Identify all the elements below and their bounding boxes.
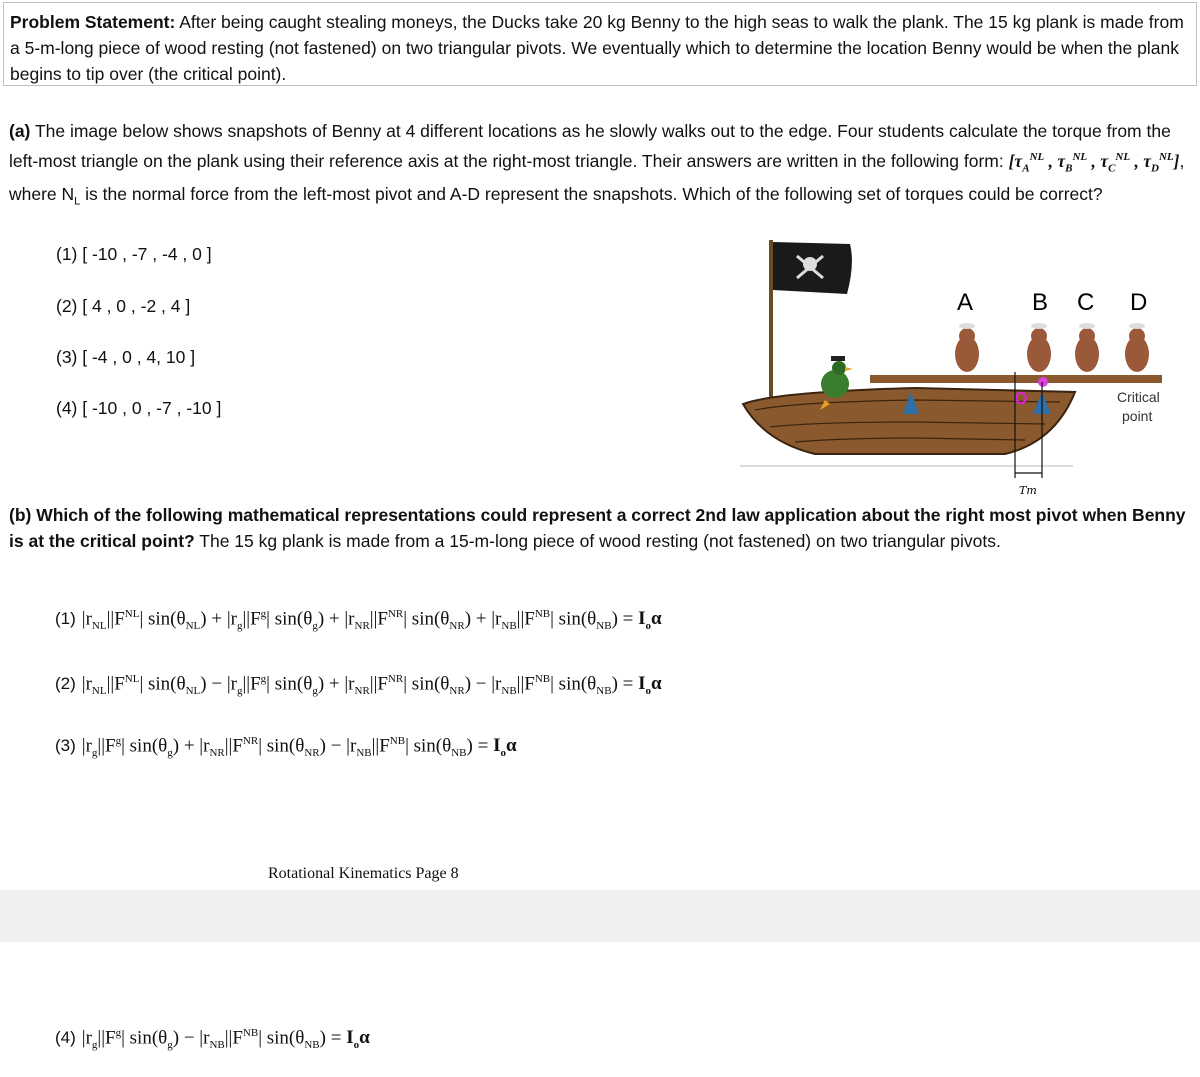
equation-1: (1) $|r_{NL}||F^{NL}|$ $\sin(\theta_{NL}) + |r_g||F^g|$ $\sin(\theta_g) + |r_{NR}||F^{NR}|$ $\sin(\theta_{NR}) + |r_{NB}||F^{NB}|$ $\sin(\theta_{NB}) = I_o\alpha$ bbox=[55, 608, 662, 633]
equation-2: (2) $|r_{NL}||F^{NL}|$ $\sin(\theta_{NL}) - |r_g||F^g|$ $\sin(\theta_g) + |r_{NR}||F^{NR}|$ $\sin(\theta_{NR}) - |r_{NB}||F^{NB}|$ $\sin(\theta_{NB}) = I_o\alpha$ bbox=[55, 673, 662, 698]
torque-vector-notation: [$\tau_A^{NL}$ , $\tau_B^{NL}$ , $\tau_C^{NL}$ , $\tau_D^{NL}$] bbox=[1008, 150, 1180, 175]
pivot-contact-mark bbox=[1038, 377, 1048, 387]
part-b-label: (b) Which of the following mathematical representations could represent a correct 2nd law application about the right most pivot when Benny is at the critical point? bbox=[9, 505, 1186, 551]
equation-3: (3) $|r_g||F^g|$ $\sin(\theta_g) + |r_{NR}||F^{NR}|$ $\sin(\theta_{NR}) - |r_{NB}||F^{NB}|$ $\sin(\theta_{NB}) = I_o\alpha$ bbox=[55, 735, 517, 760]
part-a-text2-sub: L bbox=[74, 195, 81, 208]
part-b-text bbox=[9, 502, 1194, 554]
part-a-label: (a) bbox=[9, 121, 31, 141]
benny-b-icon bbox=[1027, 323, 1051, 372]
snapshot-label-d: D bbox=[1130, 289, 1148, 316]
problem-statement-box bbox=[3, 2, 1197, 86]
part-a-text2: , where N bbox=[9, 150, 1185, 205]
part-a-text3: is the normal force from the left-most pivot and A-D represent the snapshots. Which of the following set of torques could be correct? bbox=[80, 184, 1103, 205]
option-a2: (2) [ 4 , 0 , -2 , 4 ] bbox=[56, 296, 191, 316]
snapshot-label-c: C bbox=[1077, 289, 1095, 316]
equation-4: (4) $|r_g||F^g|$ $\sin(\theta_g) - |r_{NB}||F^{NB}|$ $\sin(\theta_{NB}) = I_o\alpha$ bbox=[55, 1027, 370, 1052]
boat-plank-figure bbox=[735, 232, 1195, 500]
page-gap bbox=[0, 890, 1200, 942]
plank bbox=[870, 375, 1162, 383]
page-footer: Rotational Kinematics Page 8 bbox=[268, 865, 459, 882]
benny-a-icon bbox=[955, 323, 979, 372]
part-a-text1: The image below shows snapshots of Benny at 4 different locations as he slowly walks out to the edge. Four students calculate the torque from the left-most triangle on the plank using their reference axis at the right-most triangle. Their answers are written in the following form: bbox=[9, 121, 1171, 171]
document-page-2 bbox=[0, 942, 1200, 1077]
part-a-text bbox=[9, 118, 1194, 215]
benny-c-icon bbox=[1075, 323, 1099, 372]
snapshot-label-b: B bbox=[1032, 289, 1049, 316]
option-a3: (3) [ -4 , 0 , 4, 10 ] bbox=[56, 347, 196, 367]
problem-text: After being caught stealing moneys, the Ducks take 20 kg Benny to the high seas to walk the plank. The 15 kg plank is made from a 5-m-long piece of wood resting (not fastened) on two triangular pivots. We eventually which to determine the location Benny would be when the plank begins to tip over (the critical point). bbox=[10, 12, 1184, 84]
critical-label-1: Critical bbox=[1117, 389, 1160, 405]
mast bbox=[769, 240, 773, 412]
option-a1: (1) [ -10 , -7 , -4 , 0 ] bbox=[56, 244, 212, 264]
benny-d-icon bbox=[1125, 323, 1149, 372]
snapshot-label-a: A bbox=[957, 289, 974, 316]
handwritten-mark: Tm bbox=[1019, 484, 1037, 497]
critical-label-2: point bbox=[1122, 408, 1153, 424]
part-b-body: The 15 kg plank is made from a 15-m-long piece of wood resting (not fastened) on two triangular pivots. bbox=[194, 531, 1001, 551]
option-a4: (4) [ -10 , 0 , -7 , -10 ] bbox=[56, 398, 222, 418]
problem-label: Problem Statement: bbox=[10, 12, 176, 32]
